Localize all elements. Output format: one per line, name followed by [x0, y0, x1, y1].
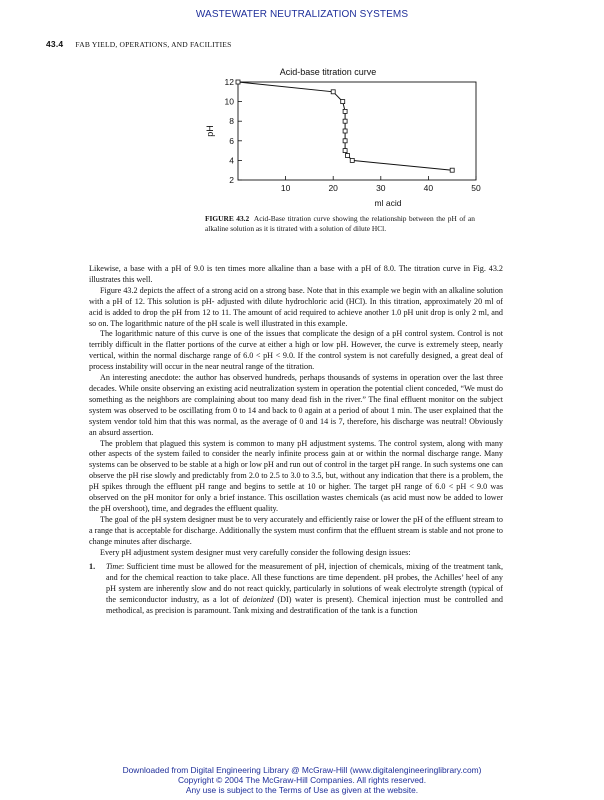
y-axis: [225, 77, 242, 185]
body-text: [89, 264, 503, 617]
x-tick-label: 10: [280, 183, 291, 193]
y-tick-label: 12: [224, 77, 234, 87]
x-axis: [281, 176, 481, 193]
design-issue-item: [89, 562, 503, 617]
paragraph: The problem that plagued this system is common to many pH adjustment systems. The control system, along with many other aspects of the system failed to consider the nearly infinite process gain at or within the normal discharge range. Many systems can be observed to be stable at a high or low pH and run out of control in the target pH range. In such systems one can observe the pH rise slowly and predictably from 2.0 to 2.5 to 3.0 to 3.5, but, without any indication that there is a problem, the pH spikes through the effluent pH range and begins to settle at 10 or higher. The target pH range of 6.0 < pH < 9.0 was observed on the pH monitor for only a brief instance. This oscillation wastes chemicals (as acid must now be added to lower the pH overshoot), time, and degrades the effluent quality.: [89, 438, 503, 513]
data-point: [236, 80, 240, 84]
footer-terms-link[interactable]: Any use is subject to the Terms of Use as given at the website.: [185, 785, 419, 795]
footer-copyright: Copyright © 2004 The McGraw-Hill Companies. All rights reserved.: [177, 775, 427, 785]
issue-text: [106, 562, 503, 617]
data-point: [341, 100, 345, 104]
figure-label: FIGURE 43.2: [205, 214, 250, 223]
running-header: [46, 39, 231, 49]
paragraph: The logarithmic nature of this curve is one of the issues that complicate the design of a pH control system. Control is not terribly difficult in the flatter portions of the curve at either a high or low pH. However, the curve is extremely steep, nearly vertical, within the normal discharge range of 6.0 < pH < 9.0. If the control system is not carefully designed, a great deal of process instability will occur in the near neutral range of the titration.: [89, 329, 503, 372]
footer-download-link[interactable]: Downloaded from Digital Engineering Library @ McGraw-Hill (www.digitalengineeringlibrary.com): [122, 765, 482, 775]
y-tick-label: 2: [229, 175, 234, 185]
running-title: FAB YIELD, OPERATIONS, AND FACILITIES: [75, 40, 232, 49]
x-tick-label: 50: [471, 183, 481, 193]
issue-number: 1.: [89, 562, 96, 572]
document-banner: WASTEWATER NEUTRALIZATION SYSTEMS: [195, 9, 409, 20]
page-number: 43.4: [46, 39, 64, 49]
x-tick-label: 30: [376, 183, 386, 193]
data-point: [343, 129, 347, 133]
data-point: [343, 139, 347, 143]
data-point: [450, 168, 454, 172]
issue-term: Time: [106, 562, 122, 572]
data-point: [331, 90, 335, 94]
data-point: [350, 158, 354, 162]
titration-chart: [198, 64, 488, 214]
issue-text-part: (DI) water is present). Chemical injection must be controlled and methodical, as precision is paramount. Tank mixing and destratification of the tank is a function: [106, 595, 503, 616]
plot-frame: [238, 82, 476, 180]
footer: [0, 765, 604, 795]
x-tick-label: 40: [423, 183, 434, 193]
y-tick-label: 4: [229, 155, 234, 166]
paragraph: The goal of the pH system designer must be to very accurately and efficiently raise or lower the pH of the effluent stream to a range that is acceptable for discharge. Additionally the system must confirm that the effluent stream is stable and not prone to change minutes after discharge.: [89, 514, 503, 546]
data-point: [343, 119, 347, 123]
y-tick-label: 10: [224, 96, 234, 107]
x-axis-label: ml acid: [374, 198, 402, 208]
y-tick-label: 8: [229, 116, 234, 127]
x-tick-label: 20: [328, 183, 338, 193]
chart-title: Acid-base titration curve: [279, 67, 377, 77]
y-tick-label: 6: [229, 135, 234, 146]
issue-italic-word: deionized: [242, 595, 274, 605]
paragraph: Figure 43.2 depicts the affect of a strong acid on a strong base. Note that in this example we begin with an alkaline solution with a pH of 12. This solution is pH- adjusted with dilute hydrochloric acid (HCl). In this titration, approximately 20 ml of acid is added to drop the pH from 12 to 11. The amount of acid required to achieve another 1.0 pH unit drop is only 2 ml, and so on. The logarithmic nature of the pH scale is well illustrated in this example.: [89, 285, 503, 328]
paragraph: Every pH adjustment system designer must very carefully consider the following design issues:: [100, 547, 411, 557]
data-point: [343, 109, 347, 113]
y-axis-label: pH: [205, 125, 215, 137]
paragraph: Likewise, a base with a pH of 9.0 is ten times more alkaline than a base with a pH of 8.0. The titration curve in Fig. 43.2 illustrates this well.: [89, 264, 503, 284]
data-point: [345, 154, 349, 158]
issue-text-part: : Sufficient time must be allowed for the measurement of pH, injection of chemicals, mixing of the treatment tank, and for the chemical reaction to take place. All these functions are time dependent. pH probes, the Achilles’ heel of any pH system are inherently slow and do not react quickly, particularly in solutions of weak electrolyte strength (typical of the semiconductor industry, as a lot of: [106, 562, 503, 605]
data-point: [343, 149, 347, 153]
figure-caption-text: Acid-Base titration curve showing the relationship between the pH of an alkaline solution as it is titrated with a solution of dilute HCl.: [205, 214, 475, 233]
figure-caption: [205, 214, 475, 233]
paragraph: An interesting anecdote: the author has observed hundreds, perhaps thousands of systems in operation over the last three decades. While onsite observing an existing acid neutralization system in operation the potential client conceded, “We must do something as the neighbors are complaining about too many dead fish in the river.” The final effluent monitor on the subject system was observed to be oscillating from 0 to 14 and back to 0 again at a period of about 1 min. The user explained that the system vendor told him that this was normal, as the average of 0 and 14 is 7, therefore, his discharge was neutral! Obviously an absurd assertion.: [89, 373, 503, 437]
